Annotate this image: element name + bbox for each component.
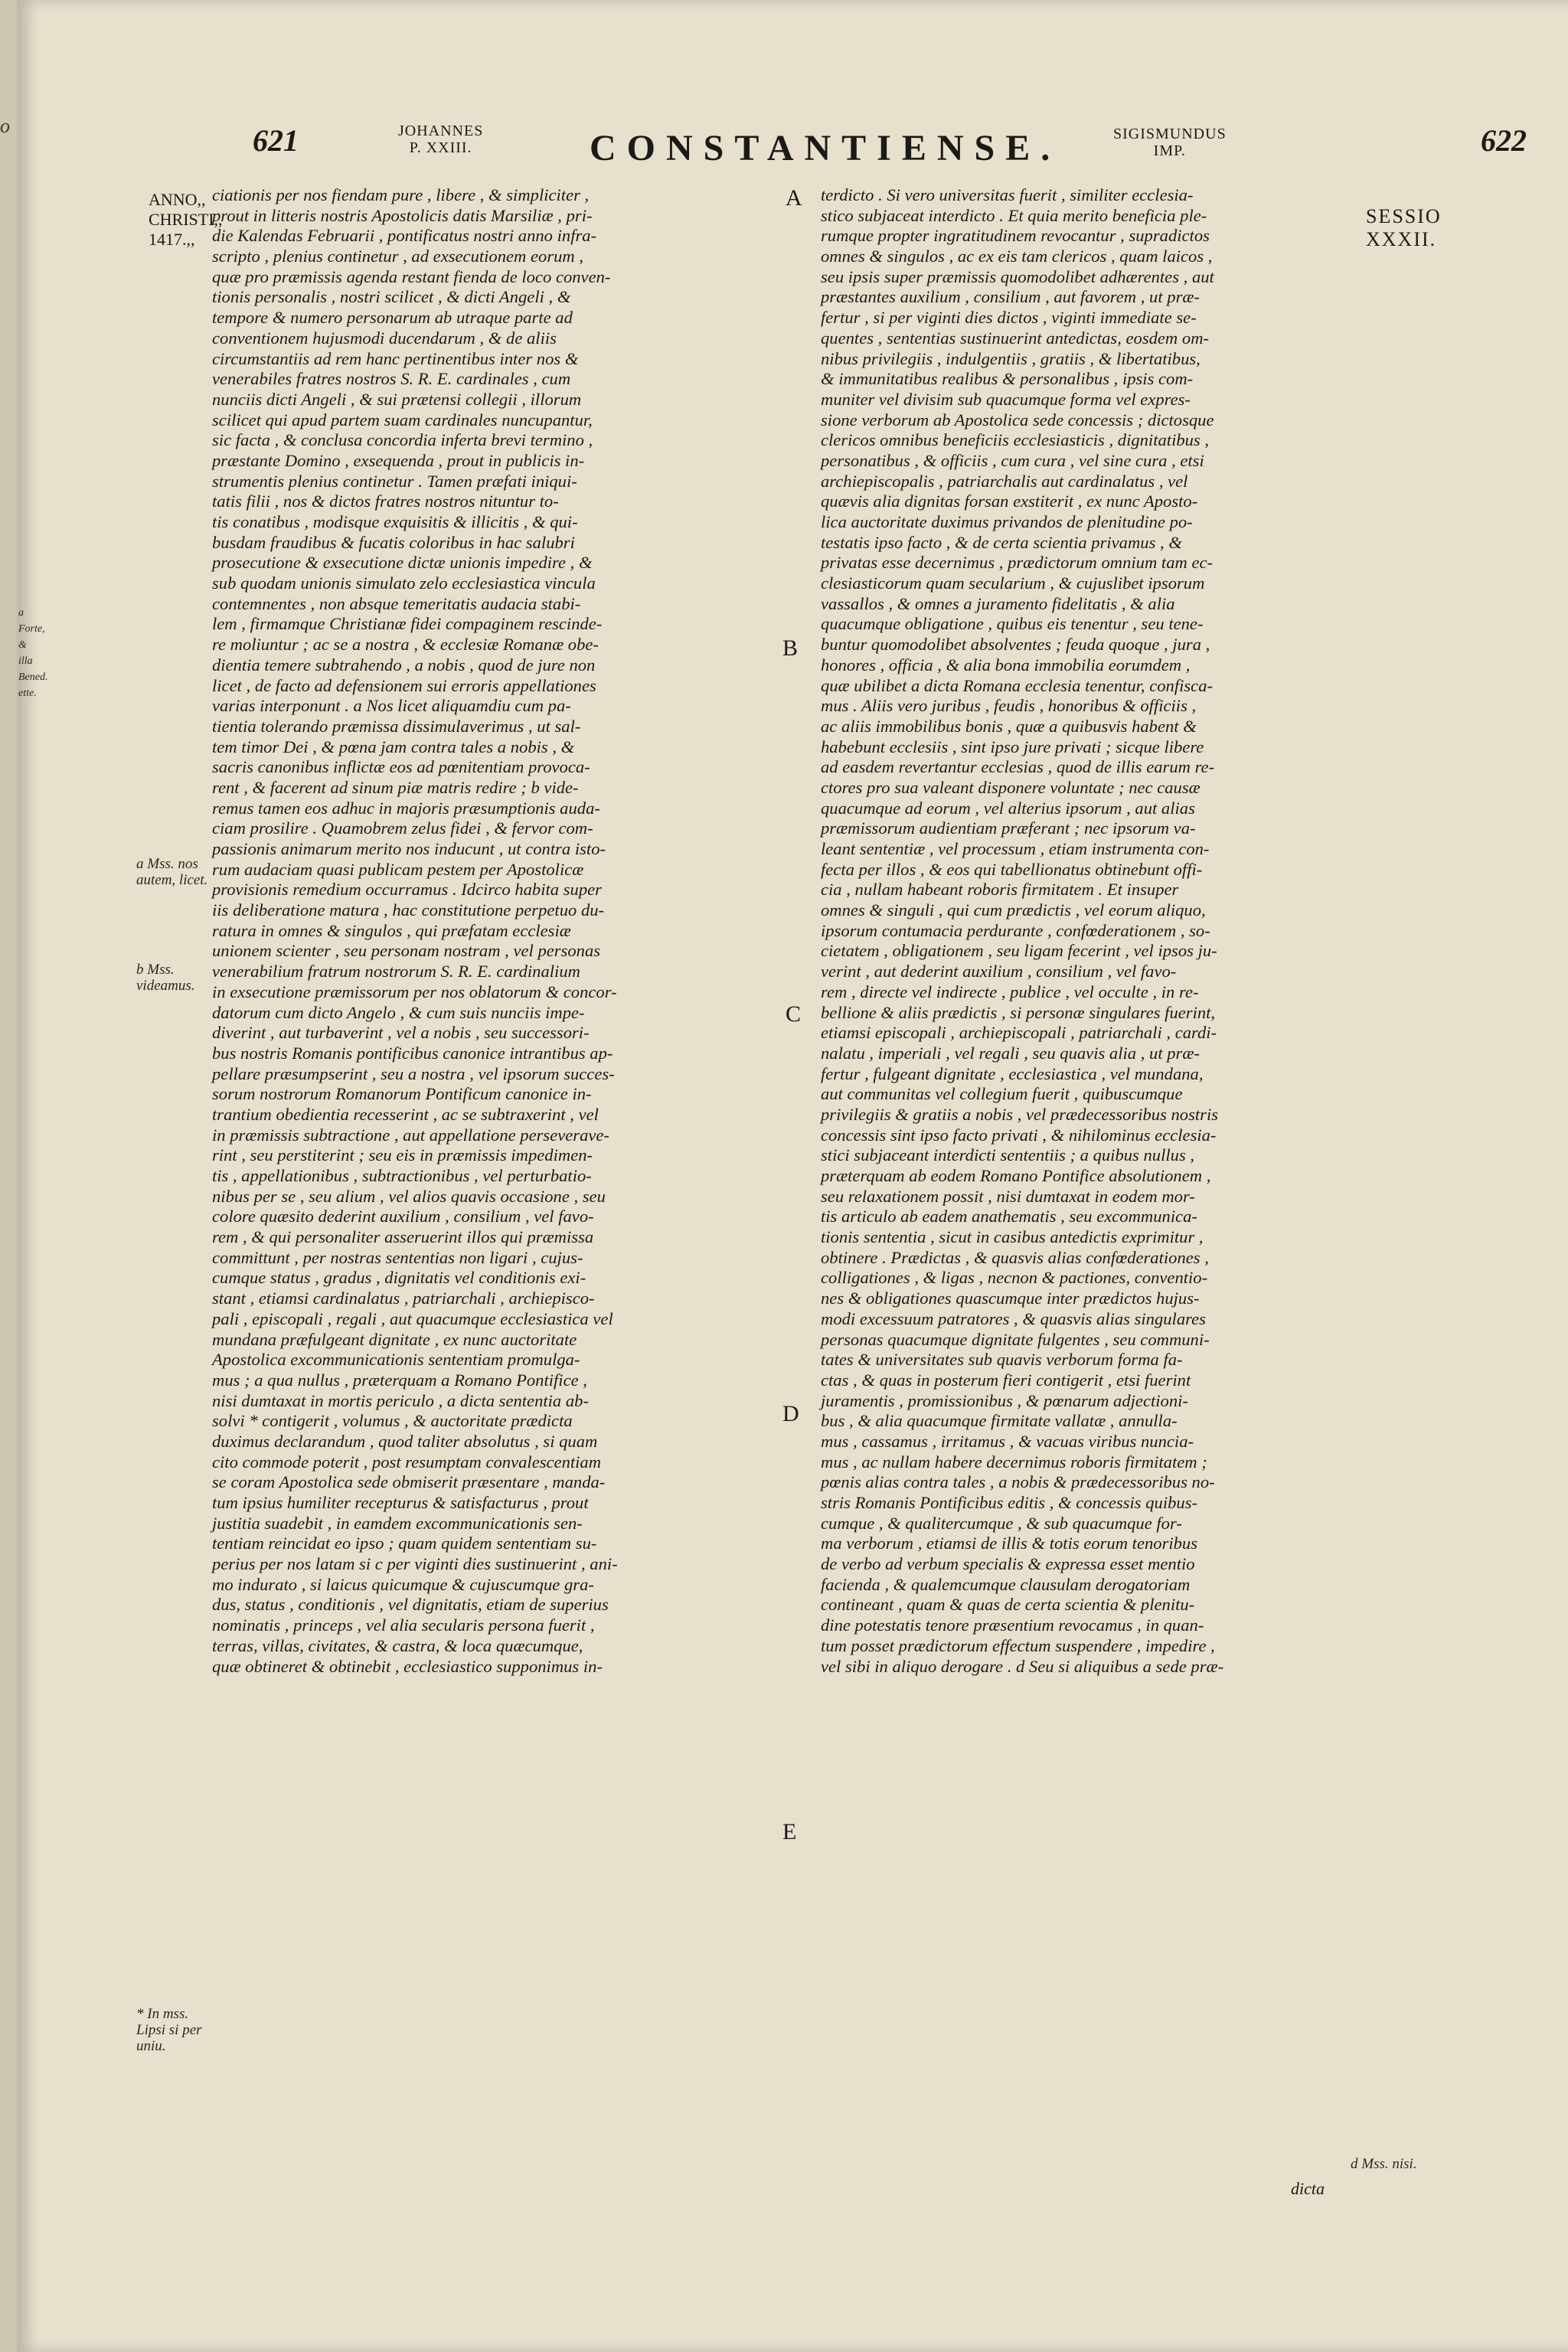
text-line: verint , aut dederint auxilium , consilium , vel favo- [821,962,1177,982]
book-page [17,0,1568,2352]
text-line: busdam fraudibus & fucatis coloribus in hac salubri [212,532,575,552]
text-line: licet , de facto ad defensionem sui erroris appellationes [212,675,596,695]
text-line: facienda , & qualemcumque clausulam derogatoriam [821,1574,1191,1594]
text-line: ma verborum , etiamsi de illis & totis eorum tenoribus [821,1534,1198,1553]
year-rubric-line: ANNO,, [149,190,206,209]
text-line: dine potestatis tenore præsentium revocamus , in quan- [821,1615,1204,1635]
text-line: cumque status , gradus , dignitatis vel conditionis exi- [212,1268,586,1288]
text-line: obtinere . Prædictas , & quasvis alias confœderationes , [821,1247,1209,1267]
text-line: buntur quomodolibet absolventes ; feuda quoque , jura , [821,635,1210,655]
text-line: contemnentes , non absque temeritatis audacia stabi- [212,593,581,613]
text-line: scripto , plenius continetur , ad exsecutionem eorum , [212,247,584,266]
text-line: quæ obtineret & obtinebit , ecclesiastico supponimus in- [212,1656,603,1676]
page-title: CONSTANTIENSE. [590,128,1061,168]
text-line: tis , appellationibus , subtractionibus , vel perturbatio- [212,1166,592,1185]
text-line: stico subjaceat interdicto . Et quia merito beneficia ple- [821,205,1207,225]
text-line: clesiasticorum quam secularium , & cujuslibet ipsorum [821,573,1205,593]
text-line: vassallos , & omnes a juramento fidelitatis , & alia [821,593,1175,613]
text-line: sione verborum ab Apostolica sede concessis ; dictosque [821,410,1214,430]
text-line: juramentis , promissionibus , & pœnarum adjectioni- [821,1390,1188,1410]
text-line: quentes , sententias sustinuerint antedictas, eosdem om- [821,328,1210,348]
text-line: seu ipsis super præmissis quomodolibet adhærentes , aut [821,266,1214,286]
text-line: quacumque obligatione , quibus eis tenentur , seu tene- [821,614,1204,634]
text-line: fecta per illos , & eos qui tabellionatus obtinebunt offi- [821,859,1203,879]
text-line: ad easdem revertantur ecclesias , quod de illis earum re- [821,757,1215,777]
text-line: tatis filii , nos & dictos fratres nostros nituntur to- [212,492,559,511]
text-line: quæ ubilibet a dicta Romana ecclesia tenentur, confisca- [821,675,1214,695]
previous-page-edge [0,0,18,2352]
text-line: stris Romanis Pontificibus editis , & concessis quibus- [821,1493,1198,1512]
text-line: die Kalendas Februarii , pontificatus nostri anno infra- [212,226,597,246]
text-line: fertur , si per viginti dies dictos , viginti immediate se- [821,308,1197,328]
text-line: tum posset prædictorum effectum suspendere , impedire , [821,1635,1215,1655]
text-line: in præmissis subtractione , aut appellatione perseverave- [212,1125,609,1145]
text-line: clericos omnibus beneficiis ecclesiasticis , dignitatibus , [821,430,1210,450]
text-line: tis conatibus , modisque exquisitis & illicitis , & qui- [212,512,578,531]
text-line: personas quacumque dignitate fulgentes , seu communi- [821,1329,1210,1349]
text-line: lem , firmamque Christianæ fidei compaginem rescinde- [212,614,603,634]
previous-page-note [18,605,48,701]
left-column [212,185,794,1677]
running-head-right-sub: IMP. [1153,142,1187,159]
text-line: cia , nullam habeant roboris firmitatem . Et insuper [821,880,1179,900]
text-line: rem , & qui personaliter asseruerint illos qui præmissa [212,1227,594,1247]
text-line: colligationes , & ligas , necnon & pactiones, conventio- [821,1268,1208,1288]
margin-note-d: d Mss. nisi. [1351,2156,1417,2172]
session-rubric [1366,205,1442,251]
text-line: privatas esse decernimus , prædictorum omnium tam ec- [821,553,1214,573]
text-line: remus tamen eos adhuc in majoris præsumptionis auda- [212,798,600,818]
text-line: cito commode poterit , post resumptam convalescentiam [212,1452,602,1472]
text-line: perius per nos latam si c per viginti dies sustinuerint , ani- [212,1554,618,1574]
text-line: tates & universitates sub quavis verborum forma fa- [821,1350,1183,1370]
text-line: sorum nostrorum Romanorum Pontificum canonice in- [212,1084,592,1104]
text-line: fertur , fulgeant dignitate , ecclesiastica , vel mundana, [821,1063,1204,1083]
text-line: bus , & alia quacumque firmitate vallatæ , annulla- [821,1411,1178,1431]
text-line: scilicet qui apud partem suam cardinales nuncupantur, [212,410,593,430]
text-line: re moliuntur ; ac se a nostra , & ecclesiæ Romanæ obe- [212,635,599,655]
text-line: terras, villas, civitates, & castra, & loca quæcumque, [212,1635,583,1655]
text-line: se coram Apostolica sede obmiserit præsentare , manda- [212,1472,606,1492]
text-line: rum audaciam quasi publicam pestem per Apostolicæ [212,859,584,879]
margin-note-b: b Mss. videamus. [136,962,195,994]
text-line: cumque , & qualitercumque , & sub quacumque for- [821,1513,1182,1533]
text-line: stici subjaceant interdicti sententiis ; a quibus nullus , [821,1145,1195,1165]
text-line: tis articulo ab eadem anathematis , seu excommunica- [821,1207,1197,1227]
text-line: committunt , per nostras sententias non ligari , cujus- [212,1247,583,1267]
text-line: nalatu , imperiali , vel regali , seu quavis alia , ut præ- [821,1043,1200,1063]
text-line: nes & obligationes quascumque inter prædictos hujus- [821,1289,1200,1308]
margin-note-a: a Mss. nos autem, licet. [136,856,208,888]
text-line: ac aliis immobilibus bonis , quæ a quibusvis habent & [821,716,1197,736]
text-line: venerabiles fratres nostros S. R. E. cardinales , cum [212,369,571,389]
text-line: contineant , quam & quas de certa scientia & plenitu- [821,1595,1195,1615]
text-line: nominatis , princeps , vel alia secularis persona fuerit , [212,1615,595,1635]
text-line: rumque propter ingratitudinem revocantur , supradictos [821,226,1210,246]
text-line: tientia tolerando præmissa dissimulaverimus , ut sal- [212,716,581,736]
running-head-right-name: SIGISMUNDUS [1113,126,1227,142]
text-line: de verbo ad verbum specialis & expressa esset mentio [821,1554,1195,1574]
catchword: dicta [1291,2179,1325,2198]
text-line: venerabilium fratrum nostrorum S. R. E. cardinalium [212,962,580,982]
text-line: ipsorum contumacia perdurante , confœderationem , so- [821,920,1210,940]
text-line: prosecutione & exsecutione dictæ unionis impedire , & [212,553,593,573]
text-line: varias interponunt . a Nos licet aliquamdiu cum pa- [212,696,571,716]
text-line: conventionem hujusmodi ducendarum , & de aliis [212,328,557,348]
text-line: personatibus , & officiis , cum cura , vel sine cura , etsi [821,450,1204,470]
text-line: terdicto . Si vero universitas fuerit , similiter ecclesia- [821,185,1194,204]
text-line: nunciis dicti Angeli , & sui prætensi collegii , illorum [212,389,582,409]
text-line: rem , directe vel indirecte , publice , vel occulte , in re- [821,982,1199,1001]
text-line: mus , ac nullam habere decernimus roboris firmitatem ; [821,1452,1207,1472]
text-line: quæ pro præmissis agenda restant fienda de loco conven- [212,266,611,286]
text-line: muniter vel divisim sub quacumque forma vel expres- [821,389,1191,409]
text-line: duximus declarandum , quod taliter absolutus , si quam [212,1431,598,1451]
text-line: vel sibi in aliquo derogare . d Seu si aliquibus a sede præ- [821,1656,1224,1676]
text-line: privilegiis & gratiis a nobis , vel prædecessoribus nostris [821,1104,1219,1124]
section-letter-e: E [782,1819,797,1844]
text-line: rint , seu perstiterint ; seu eis in præmissis impedimen- [212,1145,593,1165]
margin-note-star: * In mss. Lipsi si per uniu. [136,2006,202,2054]
text-line: datorum cum dicto Angelo , & cum suis nunciis impe- [212,1002,585,1022]
text-line: habebunt ecclesiis , sint ipso jure privati ; sicque libere [821,737,1204,756]
running-head-right [1113,126,1227,159]
text-line: nisi dumtaxat in mortis periculo , a dicta sententia ab- [212,1390,589,1410]
text-line: prout in litteris nostris Apostolicis datis Marsiliæ , pri- [212,205,593,225]
text-line: ciam prosilire . Quamobrem zelus fidei , & fervor com- [212,818,593,838]
text-line: pœnis alias contra tales , a nobis & prædecessoribus no- [821,1472,1215,1492]
previous-page-note-text: a Forte, & illa Bened. ette. [18,607,48,699]
year-rubric-line: CHRISTI,, [149,210,223,229]
text-line: nibus per se , seu alium , vel alios quavis occasione , seu [212,1186,606,1206]
text-line: sic facta , & conclusa concordia inferta brevi termino , [212,430,593,450]
text-line: diverint , aut turbaverint , vel a nobis , seu successori- [212,1023,590,1043]
text-line: ctas , & quas in posterum fieri contigerit , etsi fuerint [821,1370,1191,1390]
session-rubric-line: SESSIO [1366,205,1442,227]
text-line: solvi * contigerit , volumus , & auctoritate prædicta [212,1411,573,1431]
text-line: pali , episcopali , regali , aut quacumque ecclesiastica vel [212,1308,613,1328]
text-line: passionis animarum merito nos inducunt , ut contra isto- [212,839,606,858]
text-line: dientia temere subtrahendo , a nobis , quod de jure non [212,655,596,675]
text-line: leant sententiæ , vel processum , etiam instrumenta con- [821,839,1210,858]
text-line: archiepiscopalis , patriarchalis aut cardinalatus , vel [821,471,1188,491]
page-number-right: 622 [1481,123,1527,158]
running-head-left-name: JOHANNES [398,122,484,139]
text-line: & immunitatibus realibus & personalibus , ipsis com- [821,369,1194,389]
section-letter-a: A [786,185,802,211]
text-line: iis deliberatione matura , hac constitutione perpetuo du- [212,900,605,920]
text-line: ratura in omnes & singulos , qui præfatam ecclesiæ [212,920,571,940]
section-letter-b: B [782,635,799,661]
text-line: stant , etiamsi cardinalatus , patriarchali , archiepisco- [212,1289,595,1308]
text-line: quævis alia dignitas forsan exstiterit , ex nunc Aposto- [821,492,1198,511]
text-line: provisionis remedium occurramus . Idcirco habita super [212,880,602,900]
text-line: tentiam reincidat eo ipso ; quam quidem sententiam su- [212,1534,597,1553]
text-line: mus . Aliis vero juribus , feudis , honoribus & officiis , [821,696,1197,716]
text-line: præterquam ab eodem Romano Pontifice absolutionem , [821,1166,1211,1185]
text-line: omnes & singulos , ac ex eis tam clericos , quam laicos , [821,247,1213,266]
page-number-left: 621 [253,123,299,158]
text-line: sub quodam unionis simulato zelo ecclesiastica vincula [212,573,596,593]
text-line: præstante Domino , exsequenda , prout in publicis in- [212,450,585,470]
text-line: etiamsi episcopali , archiepiscopali , patriarchali , cardi- [821,1023,1217,1043]
text-line: lica auctoritate duximus privandos de plenitudine po- [821,512,1193,531]
text-line: aut communitas vel collegium fuerit , quibuscumque [821,1084,1183,1104]
text-line: trantium obedientia recesserint , ac se subtraxerint , vel [212,1104,599,1124]
text-line: rent , & facerent ad sinum piæ matris redire ; b vide- [212,777,579,797]
section-letter-d: D [782,1401,799,1426]
text-line: ctores pro sua valeant disponere voluntate ; nec causæ [821,777,1200,797]
text-line: præstantes auxilium , consilium , aut favorem , ut præ- [821,287,1200,307]
text-line: colore quæsito dederint auxilium , consilium , vel favo- [212,1207,594,1227]
text-line: præmissorum audientiam præferant ; nec ipsorum va- [821,818,1196,838]
text-line: concessis sint ipso facto privati , & nihilominus ecclesia- [821,1125,1217,1145]
text-line: mus ; a qua nullus , præterquam a Romano Pontifice , [212,1370,587,1390]
text-line: testatis ipso facto , & de certa scientia privamus , & [821,532,1182,552]
text-line: ciationis per nos fiendam pure , libere , & simpliciter , [212,185,590,204]
text-line: in exsecutione præmissorum per nos oblatorum & concor- [212,982,617,1001]
text-line: sacris canonibus inflictæ eos ad pœnitentiam provoca- [212,757,590,777]
text-line: bus nostris Romanis pontificibus canonice intrantibus ap- [212,1043,613,1063]
text-line: tem timor Dei , & pœna jam contra tales a nobis , & [212,737,575,756]
text-line: circumstantiis ad rem hanc pertinentibus inter nos & [212,348,579,368]
section-letter-c: C [786,1001,802,1027]
running-head-left [398,122,483,156]
text-line: cietatem , obligationem , seu ligam fecerint , vel ipsos ju- [821,941,1217,961]
text-line: mo indurato , si laicus quicumque & cujuscumque gra- [212,1574,594,1594]
text-line: mundana præfulgeant dignitate , ex nunc auctoritate [212,1329,577,1349]
text-line: mus , cassamus , irritamus , & vacuas viribus nuncia- [821,1431,1194,1451]
text-line: justitia suadebit , in eamdem excommunicationis sen- [212,1513,583,1533]
text-line: omnes & singuli , qui cum prædictis , vel eorum aliquo, [821,900,1206,920]
session-rubric-line: XXXII. [1366,228,1437,250]
text-line: bellione & aliis prædictis , si personæ singulares fuerint, [821,1002,1216,1022]
text-line: tempore & numero personarum ab utraque parte ad [212,308,573,328]
text-line: unionem scienter , seu personam nostram , vel personas [212,941,601,961]
text-line: modi excessuum patratores , & quasvis alias singulares [821,1308,1206,1328]
text-line: strumentis plenius continetur . Tamen præfati iniqui- [212,471,577,491]
text-line: tionis personalis , nostri scilicet , & dicti Angeli , & [212,287,571,307]
right-column [821,185,1372,1677]
text-line: dus, status , conditionis , vel dignitatis, etiam de superius [212,1595,609,1615]
text-line: quacumque ad eorum , vel alterius ipsorum , aut alias [821,798,1195,818]
previous-page-fragment: o [0,115,10,137]
text-line: Apostolica excommunicationis sententiam promulga- [212,1350,580,1370]
text-line: honores , officia , & alia bona immobilia eorumdem , [821,655,1191,675]
text-line: nibus privilegiis , indulgentiis , gratiis , & libertatibus, [821,348,1200,368]
year-rubric-line: 1417.,, [149,230,195,249]
text-line: seu relaxationem possit , nisi dumtaxat in eodem mor- [821,1186,1195,1206]
text-line: tum ipsius humiliter recepturus & satisfacturus , prout [212,1493,589,1512]
text-line: pellare præsumpserint , seu a nostra , vel ipsorum succes- [212,1063,615,1083]
running-head-left-sub: P. XXIII. [409,139,472,156]
text-line: tionis sententia , sicut in casibus antedictis exprimitur , [821,1227,1204,1247]
